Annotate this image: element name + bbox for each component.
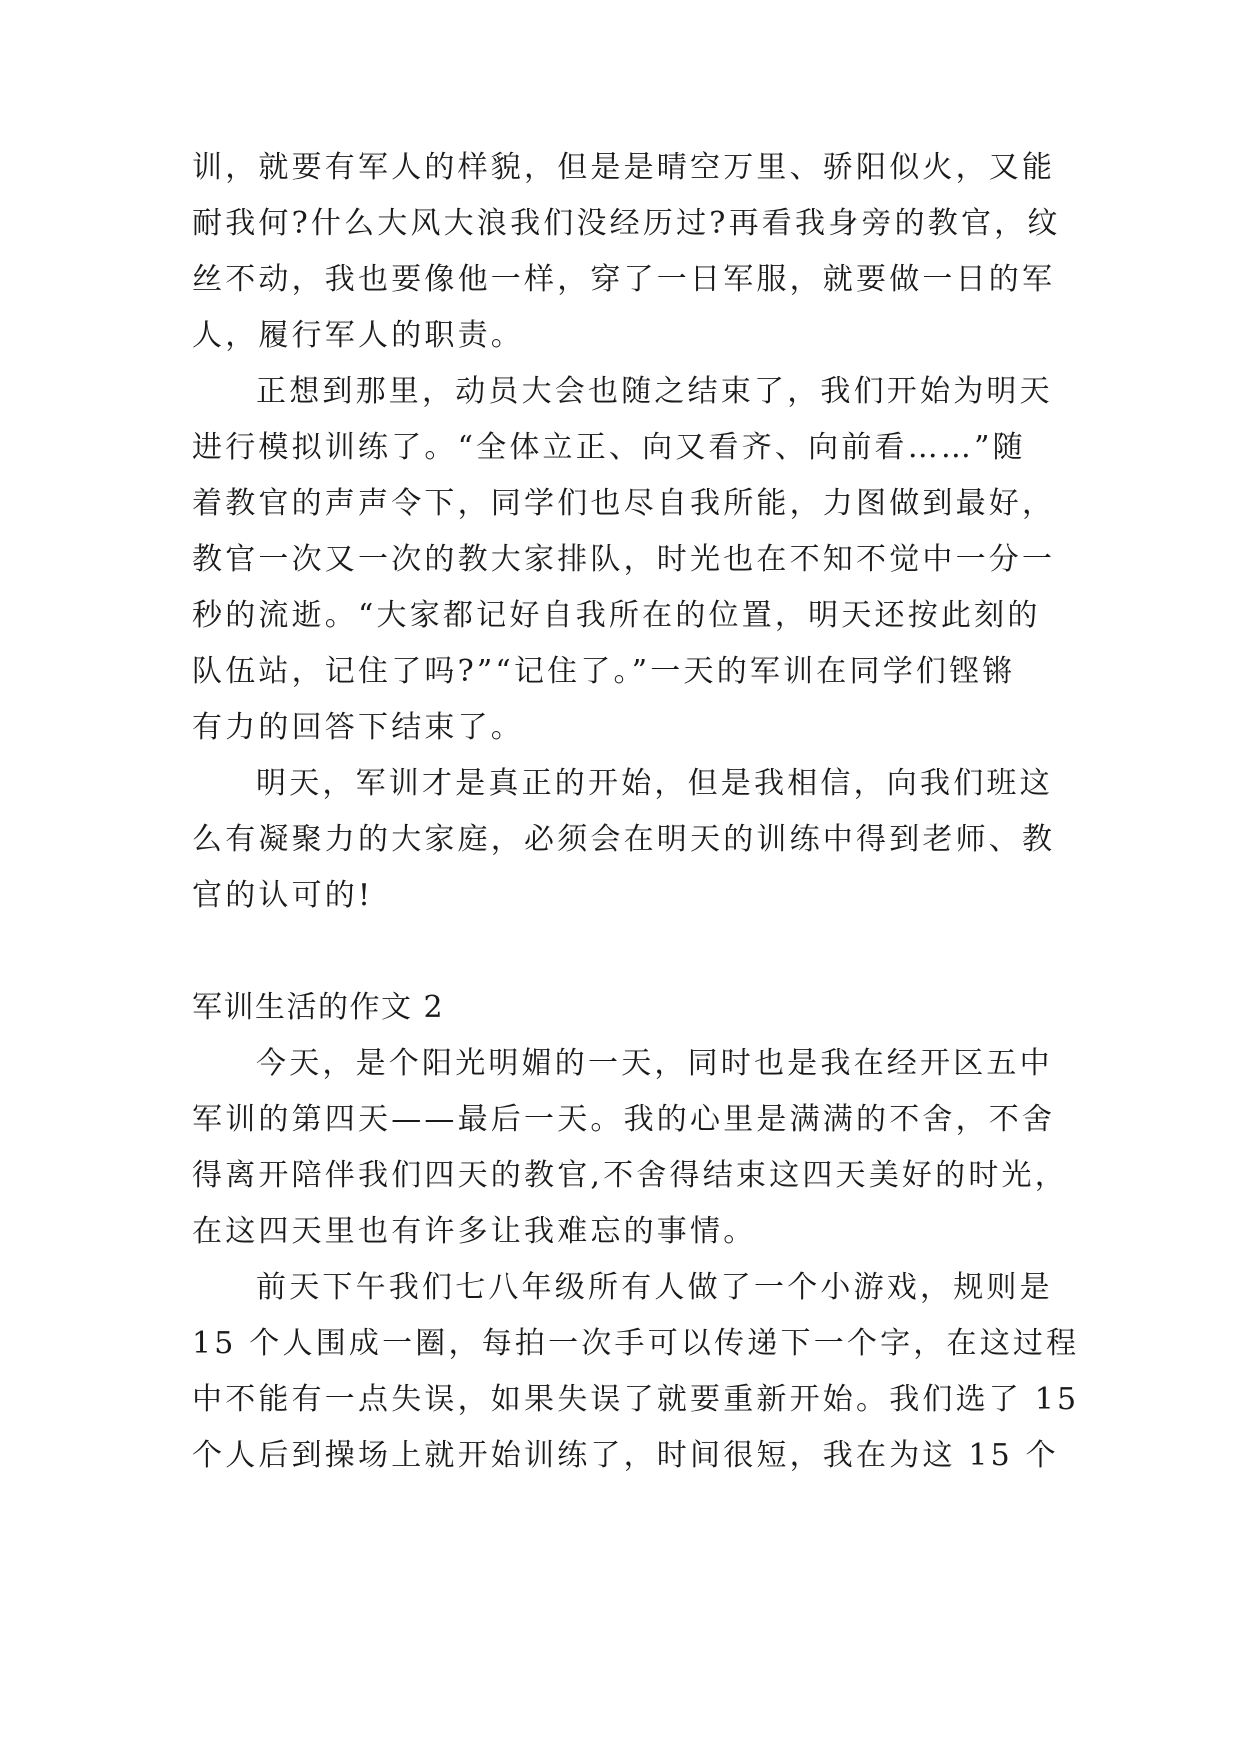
- text-line: 军训的第四天——最后一天。我的心里是满满的不舍，不舍: [192, 1102, 1056, 1137]
- text-line: 15 个人围成一圈，每拍一次手可以传递下一个字，在这过程: [192, 1326, 1080, 1361]
- section-heading: 军训生活的作文 2: [192, 990, 445, 1025]
- text-line: 队伍站，记住了吗?”“记住了。”一天的军训在同学们铿锵: [192, 654, 1016, 689]
- text-line: 前天下午我们七八年级所有人做了一个小游戏，规则是: [256, 1270, 1053, 1305]
- text-line: 在这四天里也有许多让我难忘的事情。: [192, 1214, 757, 1249]
- text-line: 训，就要有军人的样貌，但是是晴空万里、骄阳似火，又能: [192, 150, 1056, 185]
- text-line: 教官一次又一次的教大家排队，时光也在不知不觉中一分一: [192, 542, 1056, 577]
- text-line: 进行模拟训练了。“全体立正、向又看齐、向前看……”随: [192, 430, 1026, 465]
- text-line: 么有凝聚力的大家庭，必须会在明天的训练中得到老师、教: [192, 822, 1056, 857]
- text-line: 丝不动，我也要像他一样，穿了一日军服，就要做一日的军: [192, 262, 1056, 297]
- text-line: 今天，是个阳光明媚的一天，同时也是我在经开区五中: [256, 1046, 1053, 1081]
- text-line: 人，履行军人的职责。: [192, 318, 524, 353]
- text-line: 得离开陪伴我们四天的教官,不舍得结束这四天美好的时光，: [192, 1158, 1068, 1193]
- text-line: 个人后到操场上就开始训练了，时间很短，我在为这 15 个: [192, 1438, 1059, 1473]
- text-line: 中不能有一点失误，如果失误了就要重新开始。我们选了 15: [192, 1382, 1080, 1417]
- text-line: 着教官的声声令下，同学们也尽自我所能，力图做到最好，: [192, 486, 1056, 521]
- text-line: 耐我何?什么大风大浪我们没经历过?再看我身旁的教官，纹: [192, 206, 1061, 241]
- text-line: 明天，军训才是真正的开始，但是我相信，向我们班这: [256, 766, 1053, 801]
- text-line: 秒的流逝。“大家都记好自我所在的位置，明天还按此刻的: [192, 598, 1041, 633]
- text-line: 官的认可的!: [192, 878, 374, 913]
- text-line: 有力的回答下结束了。: [192, 710, 524, 745]
- text-line: 正想到那里，动员大会也随之结束了，我们开始为明天: [256, 374, 1053, 409]
